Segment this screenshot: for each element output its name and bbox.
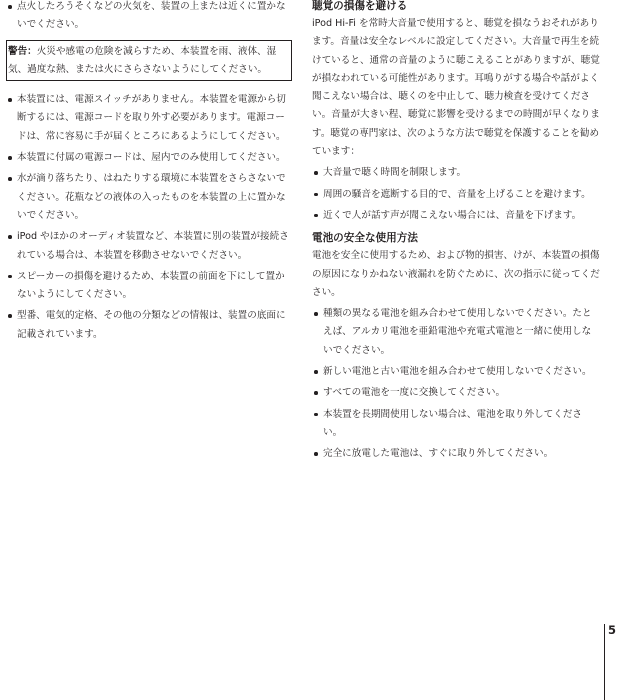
list-item: 点火したろうそくなどの火気を、装置の上または近くに置かないでください。 [6, 0, 292, 35]
list-item: 完全に放電した電池は、すぐに取り外してください。 [312, 445, 600, 463]
battery-paragraph: 電池を安全に使用するため、および物的損害、けが、本装置の損傷の原因になりかねない液漏れを防ぐために、次の指示に従ってください。 [312, 250, 600, 298]
safety-bullet-list [6, 91, 292, 344]
page-number-rule [604, 624, 605, 700]
right-column [312, 0, 600, 467]
list-item: スピーカーの損傷を避けるため、本装置の前面を下にして置かないようにしてください。 [6, 268, 292, 305]
warning-box [6, 40, 292, 82]
warning-label: 警告： [8, 45, 37, 57]
list-item: 近くで人が話す声が聞こえない場合には、音量を下げます。 [312, 207, 600, 225]
hearing-heading: 聴覚の損傷を避ける [312, 0, 408, 12]
list-item: 種類の異なる電池を組み合わせて使用しないでください。たとえば、アルカリ電池を亜鉛電池や充電式電池と一緒に使用しないでください。 [312, 305, 600, 360]
left-column [6, 0, 292, 347]
battery-bullet-list [312, 305, 600, 463]
list-item: 水が滴り落ちたり、はねたりする環境に本装置をさらさないでください。花瓶などの液体の入ったものを本装置の上に置かないでください。 [6, 170, 292, 225]
hearing-paragraph: iPod Hi-Fi を常時大音量で使用すると、聴覚を損なうおそれがあります。音量は安全なレベルに設定してください。大音量で再生を続けていると、通常の音量のように聴こえることがありますが、聴覚が損なわれている可能性があります。耳鳴りがする場合や話がよく聞こえない場合は、聴くのを中止して、聴力検査を受けてください。音量が大きい程、聴覚に影響を受けるまでの時間が早くなります。聴覚の専門家は、次のような方法で聴覚を保護することを勧めています： [312, 18, 600, 158]
list-item: iPod やほかのオーディオ装置など、本装置に別の装置が接続されている場合は、本装置を移動させないでください。 [6, 228, 292, 265]
list-item: 本装置には、電源スイッチがありません。本装置を電源から切断するには、電源コードを取り外す必要があります。電源コードは、常に容易に手が届くところにあるようにしてください。 [6, 91, 292, 146]
warning-text: 火災や感電の危険を減らすため、本装置を雨、液体、湿気、過度な熱、または火にさらさないようにしてください。 [8, 45, 277, 75]
list-item: 周囲の騒音を遮断する目的で、音量を上げることを避けます。 [312, 186, 600, 204]
battery-heading: 電池の安全な使用方法 [312, 232, 418, 245]
list-item: 本装置を長期間使用しない場合は、電池を取り外してください。 [312, 406, 600, 443]
list-item: すべての電池を一度に交換してください。 [312, 384, 600, 402]
hearing-bullet-list [312, 164, 600, 225]
list-item: 大音量で聴く時間を制限します。 [312, 164, 600, 182]
page-number: 5 [608, 623, 617, 637]
list-item: 新しい電池と古い電池を組み合わせて使用しないでください。 [312, 363, 600, 381]
list-item: 本装置に付属の電源コードは、屋内でのみ使用してください。 [6, 149, 292, 167]
list-item: 型番、電気的定格、その他の分類などの情報は、装置の底面に記載されています。 [6, 307, 292, 344]
top-bullet-list [6, 0, 292, 35]
